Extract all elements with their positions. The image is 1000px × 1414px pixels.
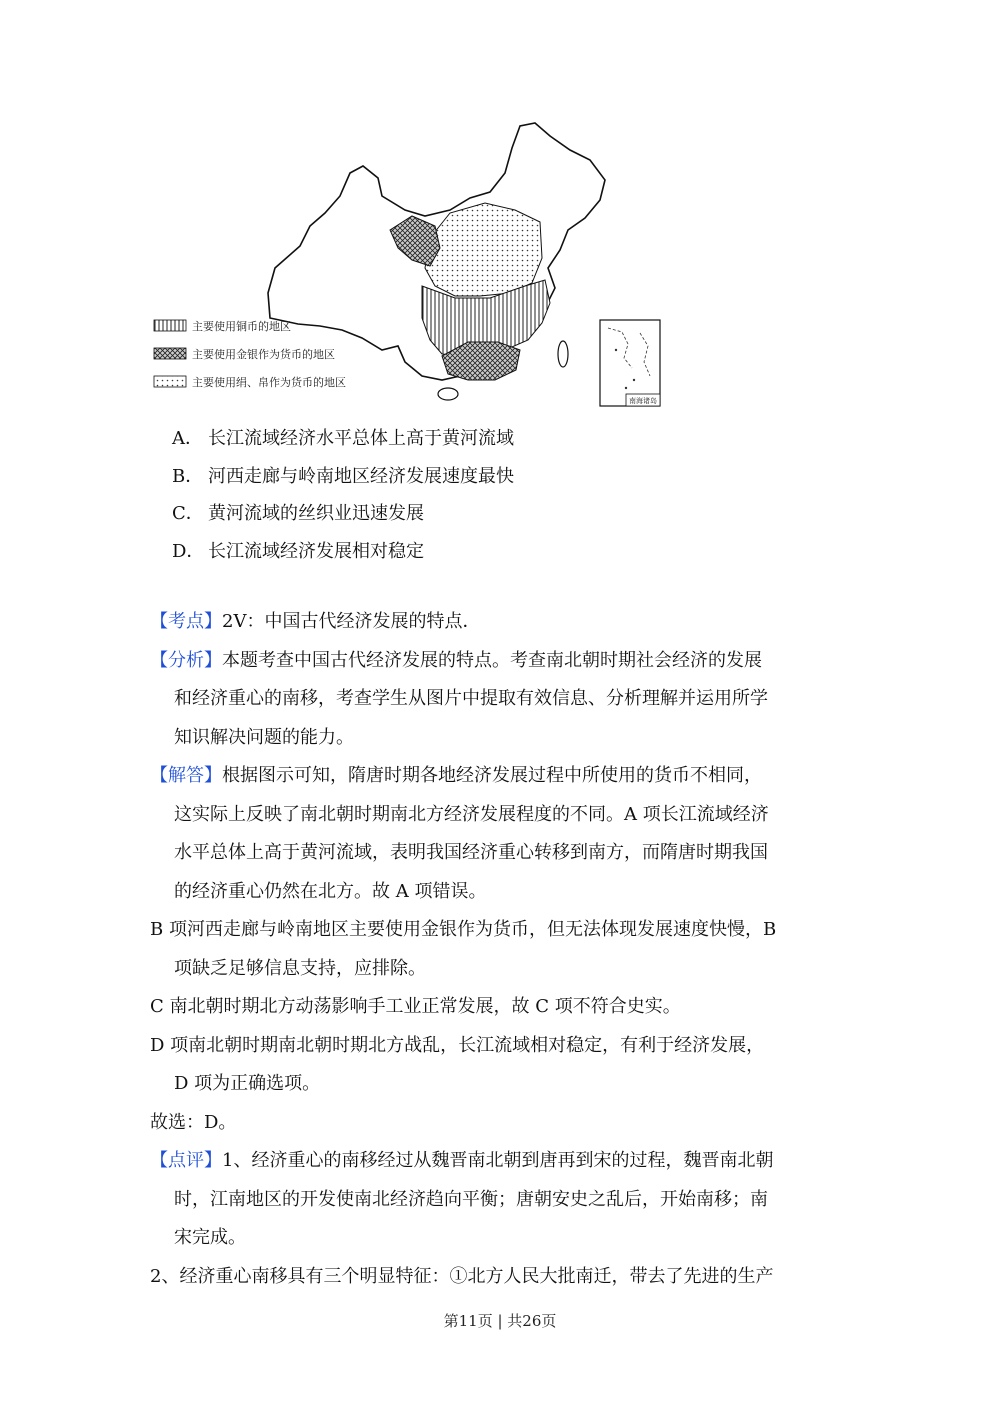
item-c-line: C 南北朝时期北方动荡影响手工业正常发展，故 C 项不符合史实。 <box>150 996 681 1017</box>
taiwan-island <box>558 341 568 367</box>
option-text: 长江流域经济水平总体上高于黄河流域 <box>208 428 514 449</box>
hainan-island <box>438 388 458 400</box>
dianping-line: 1、经济重心的南移经过从魏晋南北朝到唐再到宋的过程，魏晋南北朝 <box>222 1150 774 1171</box>
option-letter: A． <box>172 428 203 449</box>
item-2-line: 2、经济重心南移具有三个明显特征：①北方人民大批南迁，带去了先进的生产 <box>150 1265 774 1287</box>
item-d-line: D 项为正确选项。 <box>174 1073 321 1094</box>
option-c <box>172 495 872 533</box>
jieda-paragraph <box>150 757 855 911</box>
item-b-line: B 项河西走廊与岭南地区主要使用金银作为货币，但无法体现发展速度快慢，B <box>150 919 777 940</box>
answer-line: 故选：D。 <box>150 1111 237 1133</box>
kaodian-paragraph <box>150 603 855 642</box>
page-footer: 第11页 | 共26页 <box>443 1312 557 1330</box>
legend-gold-silver: 主要使用金银作为货币的地区 <box>192 348 335 361</box>
option-letter: B． <box>172 465 204 487</box>
fenxi-line: 知识解决问题的能力。 <box>174 726 354 748</box>
currency-map-figure <box>150 118 665 410</box>
option-text: 黄河流域的丝织业迅速发展 <box>208 503 424 524</box>
jieda-line: 根据图示可知，隋唐时期各地经济发展过程中所使用的货币不相同， <box>222 765 762 786</box>
fenxi-paragraph <box>150 642 855 758</box>
dianping-line: 宋完成。 <box>174 1227 246 1248</box>
kaodian-text: 2V：中国古代经济发展的特点． <box>222 611 481 632</box>
answer-options <box>172 420 872 570</box>
dianping-tag: 【点评】 <box>150 1150 222 1171</box>
jieda-line: 这实际上反映了南北朝时期南北方经济发展程度的不同。A 项长江流域经济 <box>174 803 769 825</box>
option-letter: C． <box>172 503 204 524</box>
kaodian-tag: 【考点】 <box>150 611 222 632</box>
answer-paragraph <box>150 1104 855 1143</box>
jieda-tag: 【解答】 <box>150 765 222 786</box>
map-legend <box>154 319 346 389</box>
option-b <box>172 458 872 496</box>
explanation-section <box>150 603 855 1296</box>
legend-copper: 主要使用铜币的地区 <box>192 320 291 333</box>
inset-label: 南海诸岛 <box>629 397 657 405</box>
legend-silk: 主要使用绢、帛作为货币的地区 <box>192 376 346 389</box>
fenxi-line: 和经济重心的南移，考查学生从图片中提取有效信息、分析理解并运用所学 <box>174 688 768 709</box>
option-a <box>172 420 872 458</box>
option-text: 河西走廊与岭南地区经济发展速度最快 <box>208 465 514 487</box>
fenxi-tag: 【分析】 <box>150 649 222 671</box>
jieda-line: 水平总体上高于黄河流域，表明我国经济重心转移到南方，而隋唐时期我国 <box>174 842 768 863</box>
fenxi-line: 本题考查中国古代经济发展的特点。考查南北朝时期社会经济的发展 <box>222 649 762 671</box>
south-sea-inset <box>600 320 660 406</box>
option-letter: D． <box>172 540 205 562</box>
jieda-line: 的经济重心仍然在北方。故 A 项错误。 <box>174 880 487 902</box>
option-d <box>172 533 872 571</box>
item-d-line: D 项南北朝时期南北朝时期北方战乱，长江流域相对稳定，有利于经济发展， <box>150 1034 765 1056</box>
item-2-paragraph <box>150 1258 855 1297</box>
item-b-line: 项缺乏足够信息支持，应排除。 <box>174 957 426 979</box>
item-d-paragraph <box>150 1027 855 1104</box>
item-c-paragraph <box>150 988 855 1027</box>
dianping-paragraph <box>150 1142 855 1258</box>
china-currency-map <box>150 118 665 410</box>
option-text: 长江流域经济发展相对稳定 <box>208 540 424 562</box>
item-b-paragraph <box>150 911 855 988</box>
dianping-line: 时，江南地区的开发使南北经济趋向平衡；唐朝安史之乱后，开始南移；南 <box>174 1188 768 1210</box>
